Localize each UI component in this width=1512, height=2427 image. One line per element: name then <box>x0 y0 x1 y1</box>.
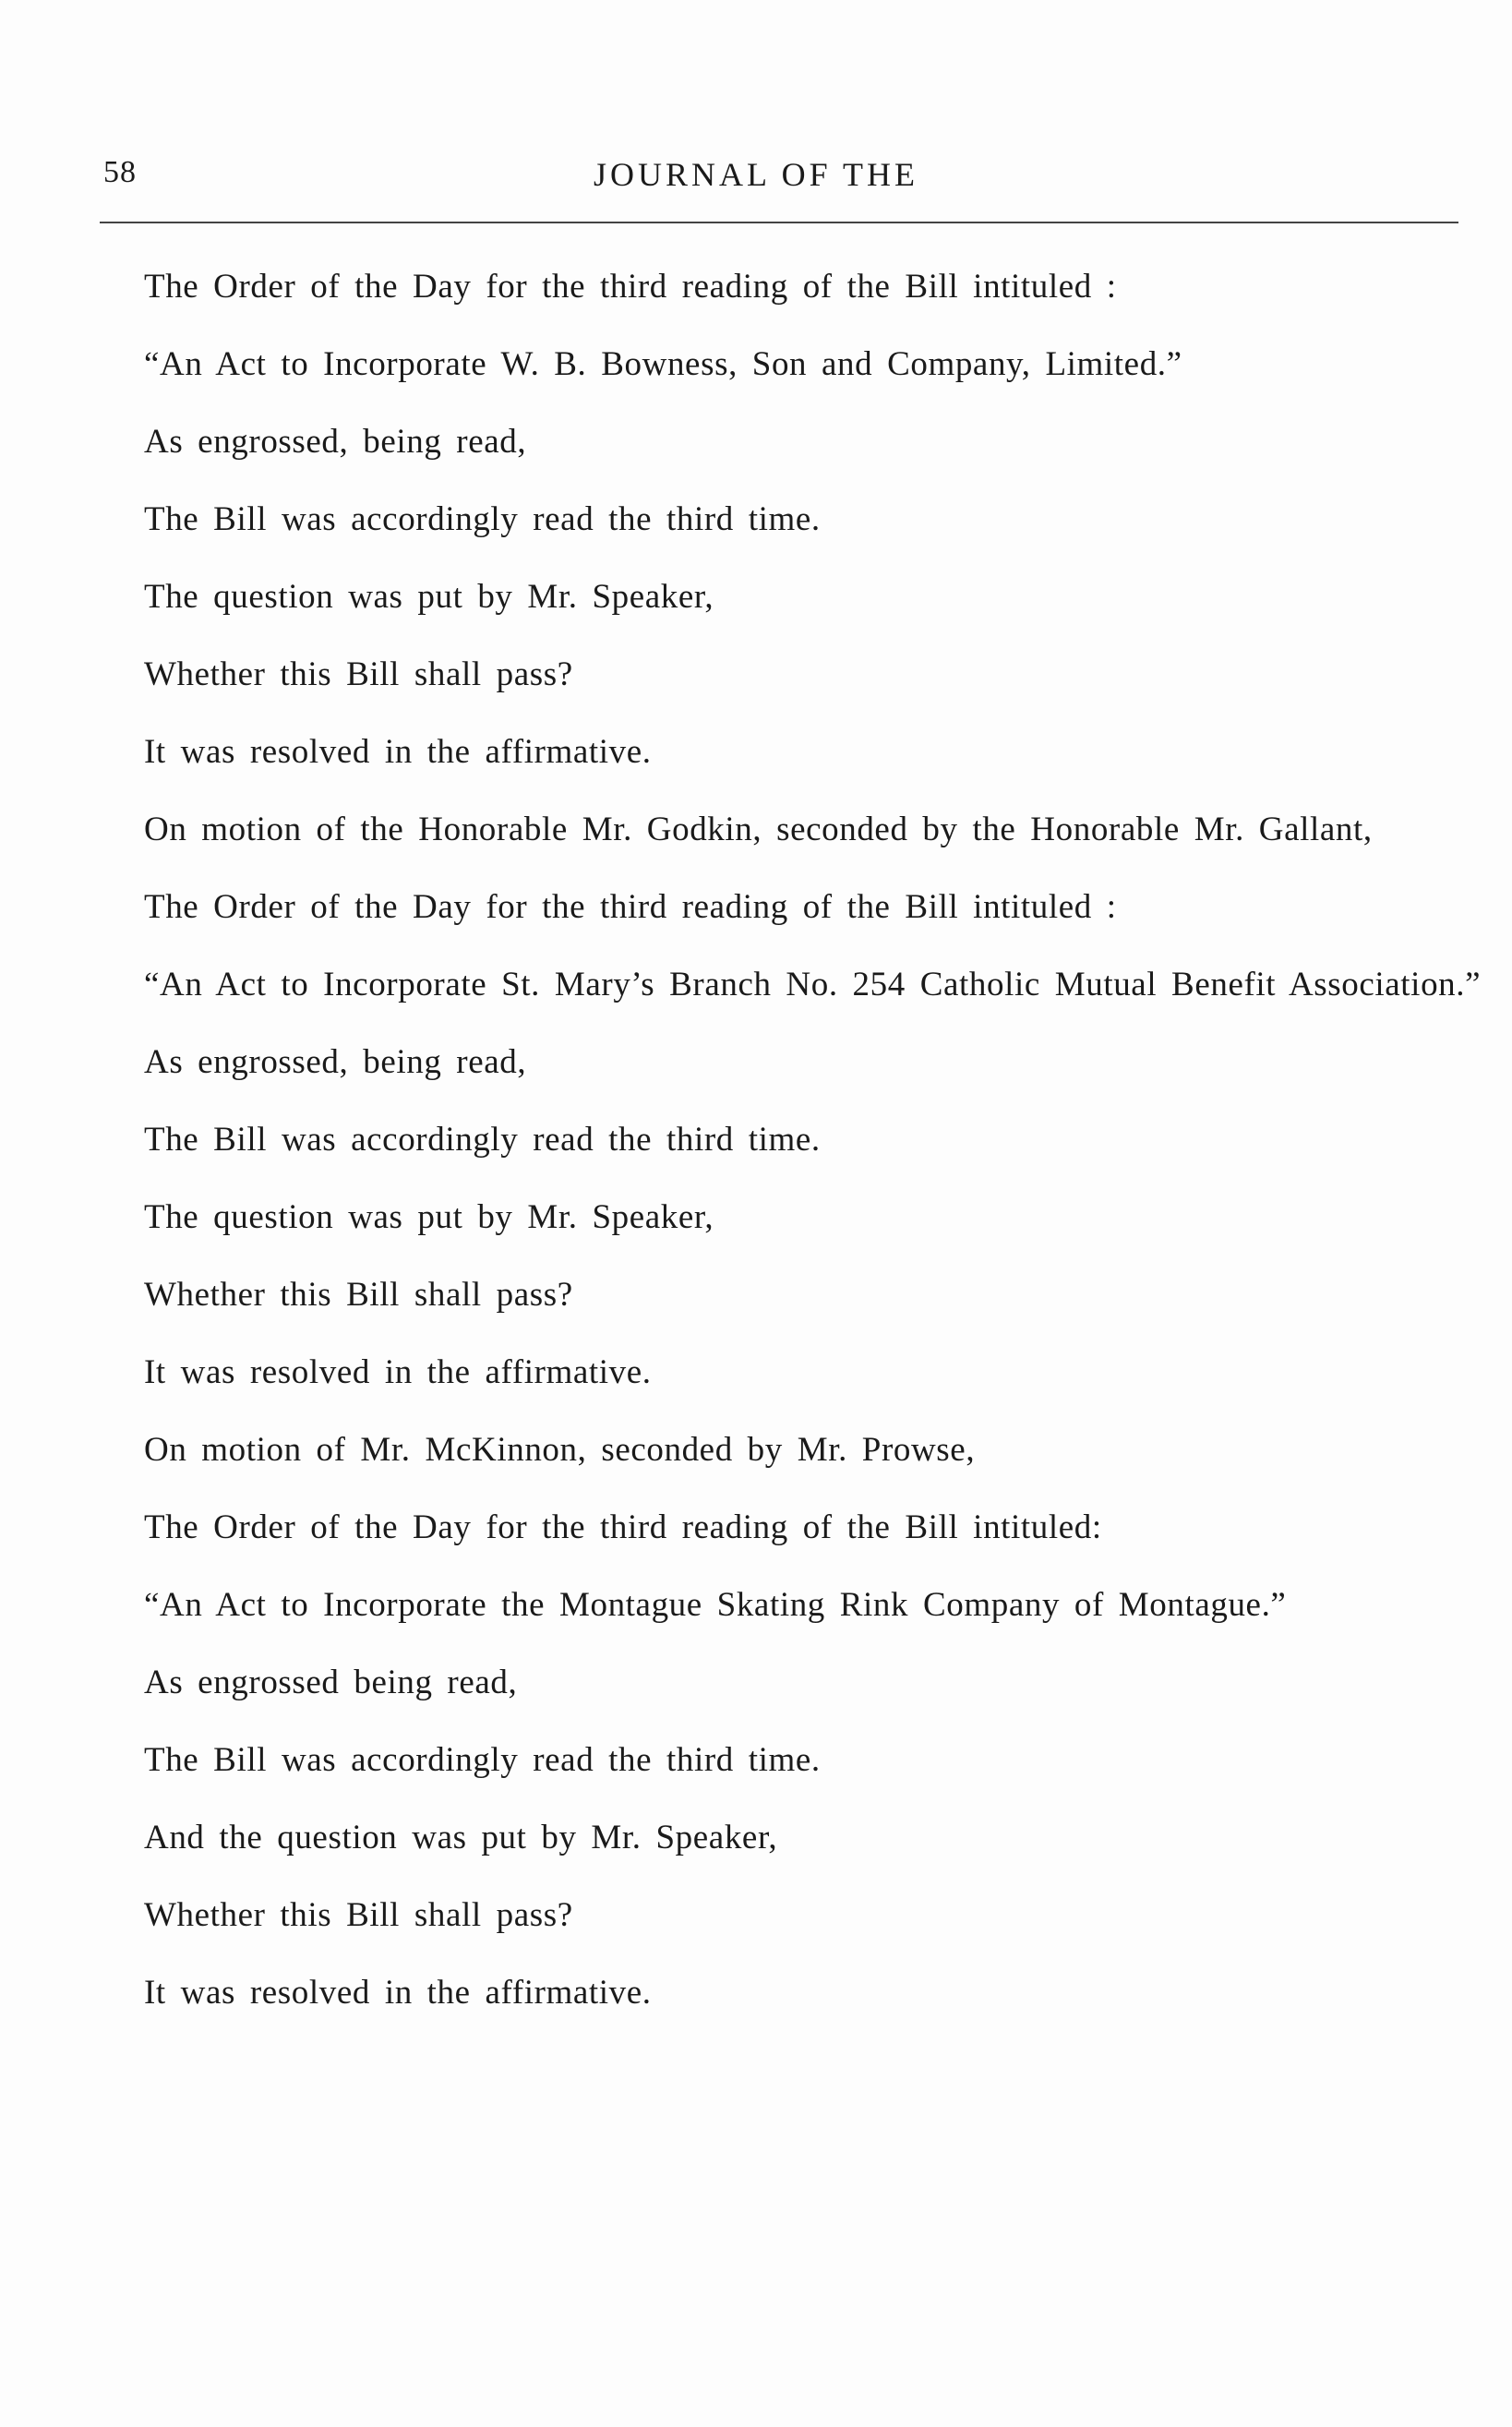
paragraph: The Order of the Day for the third reading of the Bill intituled : <box>144 888 1117 926</box>
header-rule <box>100 222 1458 223</box>
paragraph: It was resolved in the affirmative. <box>144 733 652 771</box>
running-head: JOURNAL OF THE <box>593 156 918 193</box>
paragraph: “An Act to Incorporate W. B. Bowness, Son and Company, Limited.” <box>144 345 1182 383</box>
paragraph: On motion of Mr. McKinnon, seconded by Mr. Prowse, <box>144 1431 976 1469</box>
paragraph: Whether this Bill shall pass? <box>144 655 573 693</box>
paragraph: The Bill was accordingly read the third time. <box>144 1121 821 1159</box>
paragraph: The Bill was accordingly read the third time. <box>144 1741 821 1779</box>
paragraph: The question was put by Mr. Speaker, <box>144 1198 714 1236</box>
paragraph: It was resolved in the affirmative. <box>144 1974 652 2012</box>
paragraph: “An Act to Incorporate St. Mary’s Branch No. 254 Catholic Mutual Benefit Association.” <box>144 966 1482 1003</box>
paragraph: The Order of the Day for the third reading of the Bill intituled : <box>144 268 1117 306</box>
paragraph: Whether this Bill shall pass? <box>144 1276 573 1314</box>
paragraph: It was resolved in the affirmative. <box>144 1353 652 1391</box>
paragraph: On motion of the Honorable Mr. Godkin, seconded by the Honorable Mr. Gallant, <box>144 811 1373 848</box>
journal-body <box>103 268 1493 2012</box>
paragraph: “An Act to Incorporate the Montague Skating Rink Company of Montague.” <box>144 1586 1287 1624</box>
paragraph: As engrossed being read, <box>144 1664 518 1701</box>
paragraph: As engrossed, being read, <box>144 1043 527 1081</box>
paragraph: And the question was put by Mr. Speaker, <box>144 1819 778 1856</box>
paragraph: The Order of the Day for the third reading of the Bill intituled: <box>144 1508 1102 1546</box>
paragraph: Whether this Bill shall pass? <box>144 1896 573 1934</box>
paragraph: As engrossed, being read, <box>144 423 527 461</box>
page-number: 58 <box>103 155 137 189</box>
paragraph: The Bill was accordingly read the third time. <box>144 500 821 538</box>
paragraph: The question was put by Mr. Speaker, <box>144 578 714 616</box>
